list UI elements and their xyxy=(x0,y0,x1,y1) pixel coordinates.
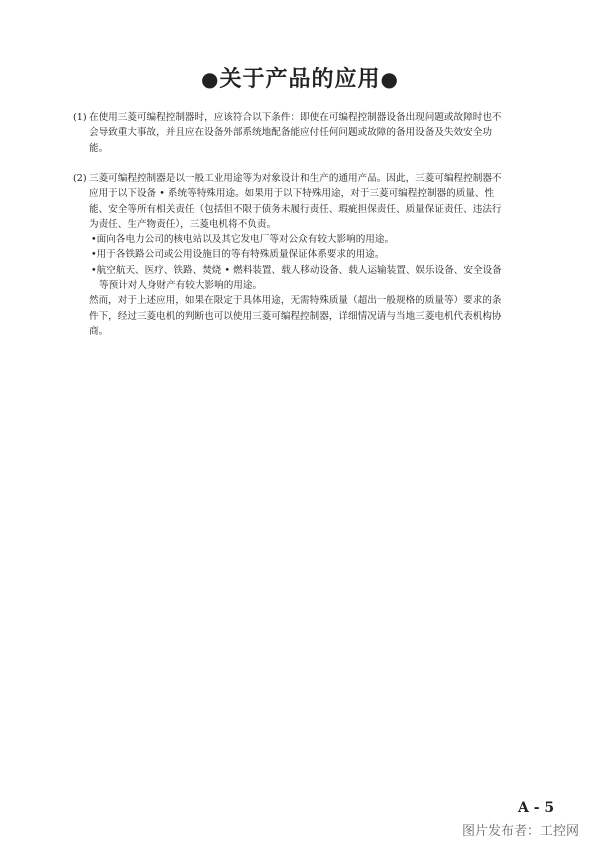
paragraph-line: 会导致重大事故，并且应在设备外部系统地配备能应付任何问题或故障的备用设备及失效安全功 xyxy=(89,127,492,139)
paragraph-line: 应用于以下设备 • 系统等特殊用途。如果用于以下特殊用途，对于三菱可编程控制器的质量、性 xyxy=(89,188,495,200)
publisher-watermark: 图片发布者：工控网 xyxy=(462,824,580,839)
bullet-item: •航空航天、医疗、铁路、焚烧 • 燃料装置、载人移动设备、载人运输装置、娱乐设备、安全设备 xyxy=(91,264,502,276)
paragraph-line: 在使用三菱可编程控制器时，应该符合以下条件：即使在可编程控制器设备出现问题或故障时也不 xyxy=(89,112,502,123)
paragraph-line: 为责任、生产物责任），三菱电机将不负责。 xyxy=(89,218,277,230)
page-number: A - 5 xyxy=(518,800,555,816)
bullet-continuation: 等预计对人身财产有较大影响的用途。 xyxy=(99,280,263,292)
bullet-item: •面向各电力公司的核电站以及其它发电厂等对公众有较大影响的用途。 xyxy=(91,234,395,246)
closing-line: 商。 xyxy=(89,325,109,337)
closing-line: 然而，对于上述应用，如果在限定于具体用途，无需特殊质量（超出一般规格的质量等）要求的条 xyxy=(89,295,502,307)
page-title xyxy=(0,62,600,93)
paragraph-line: 三菱可编程控制器是以一般工业用途等为对象设计和生产的通用产品。因此，三菱可编程控制器不 xyxy=(89,173,502,184)
section-number: (2) xyxy=(73,173,87,184)
section-number: (1) xyxy=(73,112,87,123)
title-text: 关于产品的应用 xyxy=(219,67,381,92)
paragraph-line: 能、安全等所有相关责任（包括但不限于债务未履行责任、瑕疵担保责任、质量保证责任、违法行 xyxy=(89,203,502,215)
title-bullet-right: ● xyxy=(380,67,399,91)
title-bullet-left: ● xyxy=(201,67,220,91)
closing-line: 件下，经过三菱电机的判断也可以使用三菱可编程控制器，详细情况请与当地三菱电机代表机构协 xyxy=(89,310,502,322)
paragraph-line: 能。 xyxy=(89,142,109,154)
section-2 xyxy=(73,171,561,339)
section-body xyxy=(89,110,561,156)
section-body xyxy=(89,171,561,339)
bullet-item: •用于各铁路公司或公用设施目的等有特殊质量保证体系要求的用途。 xyxy=(91,249,385,261)
section-1 xyxy=(73,110,561,156)
